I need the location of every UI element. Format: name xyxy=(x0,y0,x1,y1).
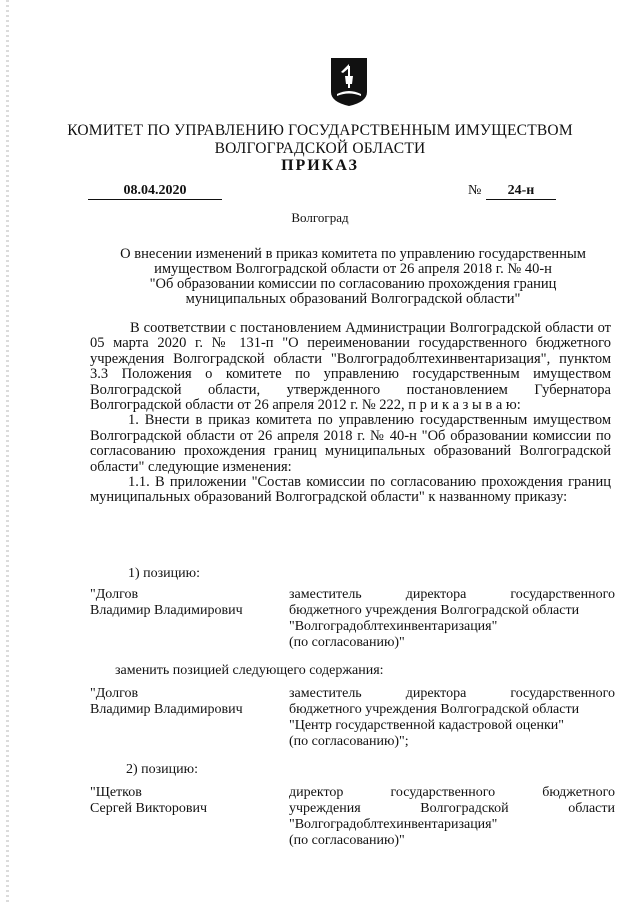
entry-description-line: заместитель директора государственного xyxy=(289,686,615,701)
item-1-1-paragraph: 1.1. В приложении "Состав комиссии по согласованию прохождения границ муниципальных образований Волгоградской области" к названному приказу: xyxy=(90,474,611,506)
item-1-paragraph: 1. Внести в приказ комитета по управлению государственным имуществом Волгоградской области от 26 апреля 2018 г. № 40-н "Об образовании комиссии по согласованию прохождения границ муниципальных образований Волгоградской области" следующие изменения: xyxy=(90,412,611,475)
entry-surname: "Долгов xyxy=(90,686,139,701)
entry-description xyxy=(289,686,615,750)
subject-line: О внесении изменений в приказ комитета по управлению государственным xyxy=(120,246,586,262)
entry-name xyxy=(90,686,280,718)
entry-name xyxy=(90,785,280,817)
preamble-paragraph: В соответствии с постановлением Администрации Волгоградской области от 05 марта 2020 г. № 131-п "О переименовании государственного бюджетного учреждения Волгоградской области "Волгоградоблтехинвентаризация", пунктом 3.3 Положения о комитете по управлению государственным имуществом Волгоградской области, утвержденного постановлением Губернатора Волгоградской области от 26 апреля 2012 г. № 222, п р и к а з ы в а ю: xyxy=(90,320,611,414)
entry-description-line: (по согласованию)" xyxy=(289,833,405,848)
order-date: 08.04.2020 xyxy=(88,183,222,200)
position-1-label: 1) позицию: xyxy=(128,566,201,581)
volgograd-coat-of-arms-icon xyxy=(331,58,367,106)
entry-description xyxy=(289,785,615,849)
entry-description-line: "Центр государственной кадастровой оценки" xyxy=(289,718,564,733)
entry-description-line: бюджетного учреждения Волгоградской области xyxy=(289,702,580,717)
position-2-label: 2) позицию: xyxy=(126,762,199,777)
document-type: ПРИКАЗ xyxy=(281,157,359,174)
entry-given-names: Владимир Владимирович xyxy=(90,702,243,717)
order-body xyxy=(90,321,611,506)
order-number-label: № xyxy=(468,183,482,198)
organization-name-line2: ВОЛГОГРАДСКОЙ ОБЛАСТИ xyxy=(214,140,426,157)
organization-name-line1: КОМИТЕТ ПО УПРАВЛЕНИЮ ГОСУДАРСТВЕННЫМ ИМУЩЕСТВОМ xyxy=(67,122,573,139)
entry-description-line: директор государственного бюджетного xyxy=(289,785,615,800)
entry-surname: "Щетков xyxy=(90,785,142,800)
order-subject xyxy=(90,247,616,307)
replace-label: заменить позицией следующего содержания: xyxy=(115,663,384,678)
entry-description-line: бюджетного учреждения Волгоградской области xyxy=(289,603,580,618)
entry-surname: "Долгов xyxy=(90,587,139,602)
subject-line: имуществом Волгоградской области от 26 апреля 2018 г. № 40-н xyxy=(154,261,552,277)
entry-description-line: (по согласованию)"; xyxy=(289,734,409,749)
entry-description-line: заместитель директора государственного xyxy=(289,587,615,602)
entry-description-line: (по согласованию)" xyxy=(289,635,405,650)
subject-line: "Об образовании комиссии по согласованию прохождения границ xyxy=(149,276,557,292)
entry-given-names: Владимир Владимирович xyxy=(90,603,243,618)
entry-description-line: учреждения Волгоградской области xyxy=(289,801,615,816)
entry-given-names: Сергей Викторович xyxy=(90,801,208,816)
organization-name xyxy=(0,122,640,158)
order-number: 24-н xyxy=(486,183,556,200)
subject-line: муниципальных образований Волгоградской области" xyxy=(185,291,521,307)
city-name: Волгоград xyxy=(291,210,349,225)
entry-description xyxy=(289,587,615,651)
entry-name xyxy=(90,587,280,619)
entry-description-line: "Волгоградоблтехинвентаризация" xyxy=(289,619,498,634)
entry-description-line: "Волгоградоблтехинвентаризация" xyxy=(289,817,498,832)
